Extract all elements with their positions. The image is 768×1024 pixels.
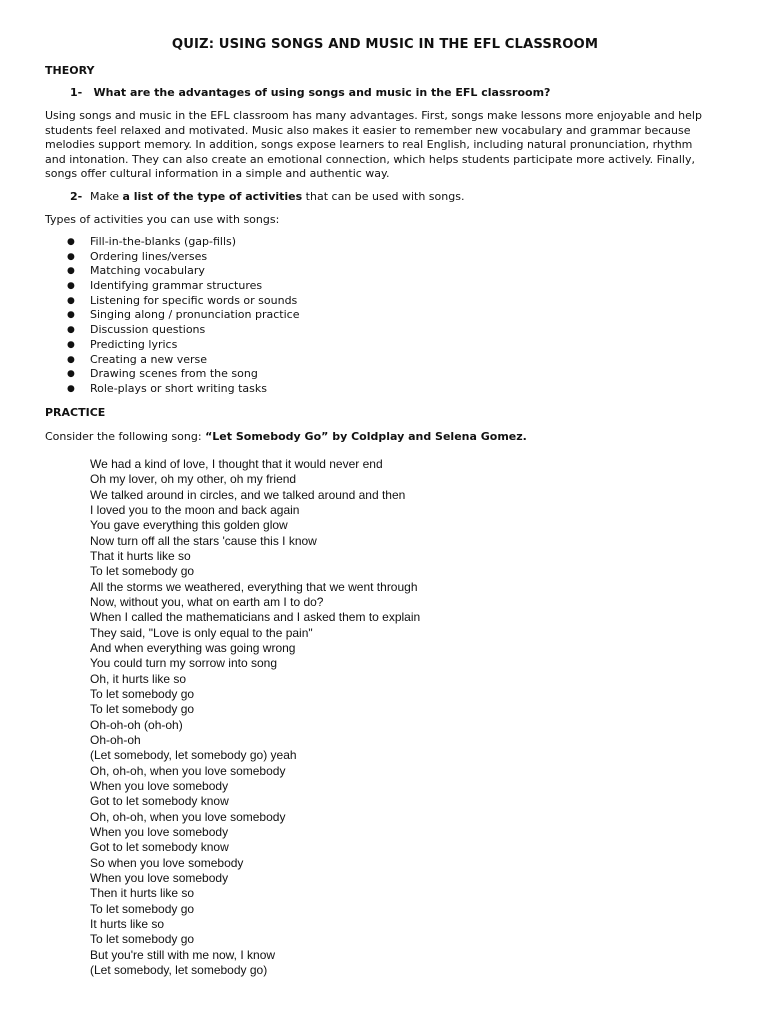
lyric-line: Oh-oh-oh (oh-oh) bbox=[90, 717, 183, 732]
activity-item bbox=[45, 367, 299, 382]
lyric-line: Got to let somebody know bbox=[90, 794, 229, 809]
song-intro-pre: Consider the following song: bbox=[45, 430, 206, 443]
lyric-line: To let somebody go bbox=[90, 702, 195, 717]
lyric-line: To let somebody go bbox=[90, 564, 195, 579]
lyric-line: You could turn my sorrow into song bbox=[90, 656, 277, 671]
lyric-line: Oh-oh-oh bbox=[90, 732, 141, 747]
lyric-line: We had a kind of love, I thought that it would never end bbox=[90, 457, 383, 471]
activity-text: Ordering lines/verses bbox=[90, 249, 208, 263]
activity-item bbox=[45, 338, 299, 353]
page-title: QUIZ: USING SONGS AND MUSIC IN THE EFL CLASSROOM bbox=[171, 37, 599, 52]
lyric-line: It hurts like so bbox=[90, 916, 165, 931]
lyric-line: All the storms we weathered, everything that we went through bbox=[90, 579, 418, 594]
lyric-line: And when everything was going wrong bbox=[90, 640, 296, 655]
bullet-icon: ● bbox=[67, 281, 75, 292]
activity-item bbox=[45, 264, 299, 279]
theory-heading: THEORY bbox=[45, 64, 95, 77]
bullet-icon: ● bbox=[67, 310, 75, 321]
lyric-line: (Let somebody, let somebody go) bbox=[90, 962, 268, 977]
question-1 bbox=[70, 86, 550, 99]
activity-list bbox=[45, 235, 299, 397]
lyric-line: Now turn off all the stars 'cause this I know bbox=[90, 533, 317, 548]
bullet-icon: ● bbox=[67, 369, 75, 380]
activity-item bbox=[45, 382, 299, 397]
lyric-line: When you love somebody bbox=[90, 824, 229, 839]
activity-text: Drawing scenes from the song bbox=[90, 367, 258, 381]
question-2-bold: a list of the type of activities bbox=[122, 190, 303, 203]
lyric-line: But you're still with me now, I know bbox=[90, 947, 276, 962]
lyric-line: Oh, oh-oh, when you love somebody bbox=[90, 809, 286, 824]
activity-item bbox=[45, 323, 299, 338]
lyric-line: They said, "Love is only equal to the pain" bbox=[90, 625, 313, 640]
activity-item bbox=[45, 250, 299, 265]
lyric-line: Then it hurts like so bbox=[90, 886, 195, 901]
activity-item bbox=[45, 353, 299, 368]
lyric-line: To let somebody go bbox=[90, 686, 195, 701]
question-1-text: What are the advantages of using songs and music in the EFL classroom? bbox=[93, 86, 551, 99]
activity-text: Discussion questions bbox=[90, 323, 206, 337]
lyric-line: When you love somebody bbox=[90, 870, 229, 885]
question-1-number: 1- bbox=[70, 86, 83, 99]
question-2-post: that can be used with songs. bbox=[302, 190, 465, 203]
lyric-line: To let somebody go bbox=[90, 932, 195, 947]
lyric-line: We talked around in circles, and we talked around and then bbox=[90, 487, 406, 502]
lyric-line: That it hurts like so bbox=[90, 548, 191, 563]
lyric-line: So when you love somebody bbox=[90, 855, 244, 870]
lyric-line: To let somebody go bbox=[90, 901, 195, 916]
lyric-line: Oh, oh-oh, when you love somebody bbox=[90, 763, 286, 778]
bullet-icon: ● bbox=[67, 251, 75, 262]
bullet-icon: ● bbox=[67, 237, 75, 247]
lyric-line: (Let somebody, let somebody go) yeah bbox=[90, 748, 297, 763]
lyric-line: When I called the mathematicians and I asked them to explain bbox=[90, 610, 421, 625]
activity-text: Matching vocabulary bbox=[90, 264, 205, 278]
activity-text: Fill-in-the-blanks (gap-fills) bbox=[90, 235, 237, 248]
activities-intro: Types of activities you can use with songs: bbox=[45, 213, 280, 226]
activity-text: Predicting lyrics bbox=[90, 337, 178, 351]
activity-text: Singing along / pronunciation practice bbox=[90, 308, 300, 322]
lyric-line: Got to let somebody know bbox=[90, 840, 229, 855]
bullet-icon: ● bbox=[67, 325, 75, 336]
activity-item bbox=[45, 294, 299, 309]
question-2-number: 2- bbox=[70, 190, 83, 203]
song-intro bbox=[45, 430, 527, 443]
lyric-line: Oh my lover, oh my other, oh my friend bbox=[90, 472, 297, 487]
question-2 bbox=[70, 190, 464, 203]
answer-1-paragraph: Using songs and music in the EFL classroom has many advantages. First, songs make lessons more enjoyable and help students feel relaxed and motivated. Music also makes it easier to remember new vocabulary and grammar because melodies support memory. In addition, songs expose learners to real English, including natural pronunciation, rhythm and intonation. They can also create an emotional connection, which helps students participate more actively. Finally, songs offer cultural information in a simple and authentic way. bbox=[45, 109, 702, 181]
lyric-line: I loved you to the moon and back again bbox=[90, 502, 300, 517]
bullet-icon: ● bbox=[67, 339, 75, 350]
practice-heading: PRACTICE bbox=[45, 406, 106, 419]
activity-text: Identifying grammar structures bbox=[90, 279, 263, 293]
activity-item bbox=[45, 308, 299, 323]
activity-text: Listening for specific words or sounds bbox=[90, 293, 298, 307]
question-2-pre: Make bbox=[90, 190, 123, 203]
activity-item bbox=[45, 235, 299, 250]
song-title: “Let Somebody Go” by Coldplay and Selena Gomez. bbox=[205, 430, 527, 443]
activity-text: Role-plays or short writing tasks bbox=[90, 381, 267, 395]
activity-text: Creating a new verse bbox=[90, 352, 208, 366]
lyrics-list bbox=[90, 457, 420, 978]
bullet-icon: ● bbox=[67, 383, 75, 394]
lyric-line: You gave everything this golden glow bbox=[90, 518, 288, 533]
lyric-line: Oh, it hurts like so bbox=[90, 671, 187, 686]
bullet-icon: ● bbox=[67, 354, 75, 365]
lyric-line: Now, without you, what on earth am I to do? bbox=[90, 594, 324, 609]
activity-item bbox=[45, 279, 299, 294]
bullet-icon: ● bbox=[67, 266, 75, 277]
lyric-line: When you love somebody bbox=[90, 778, 229, 793]
bullet-icon: ● bbox=[67, 295, 75, 306]
